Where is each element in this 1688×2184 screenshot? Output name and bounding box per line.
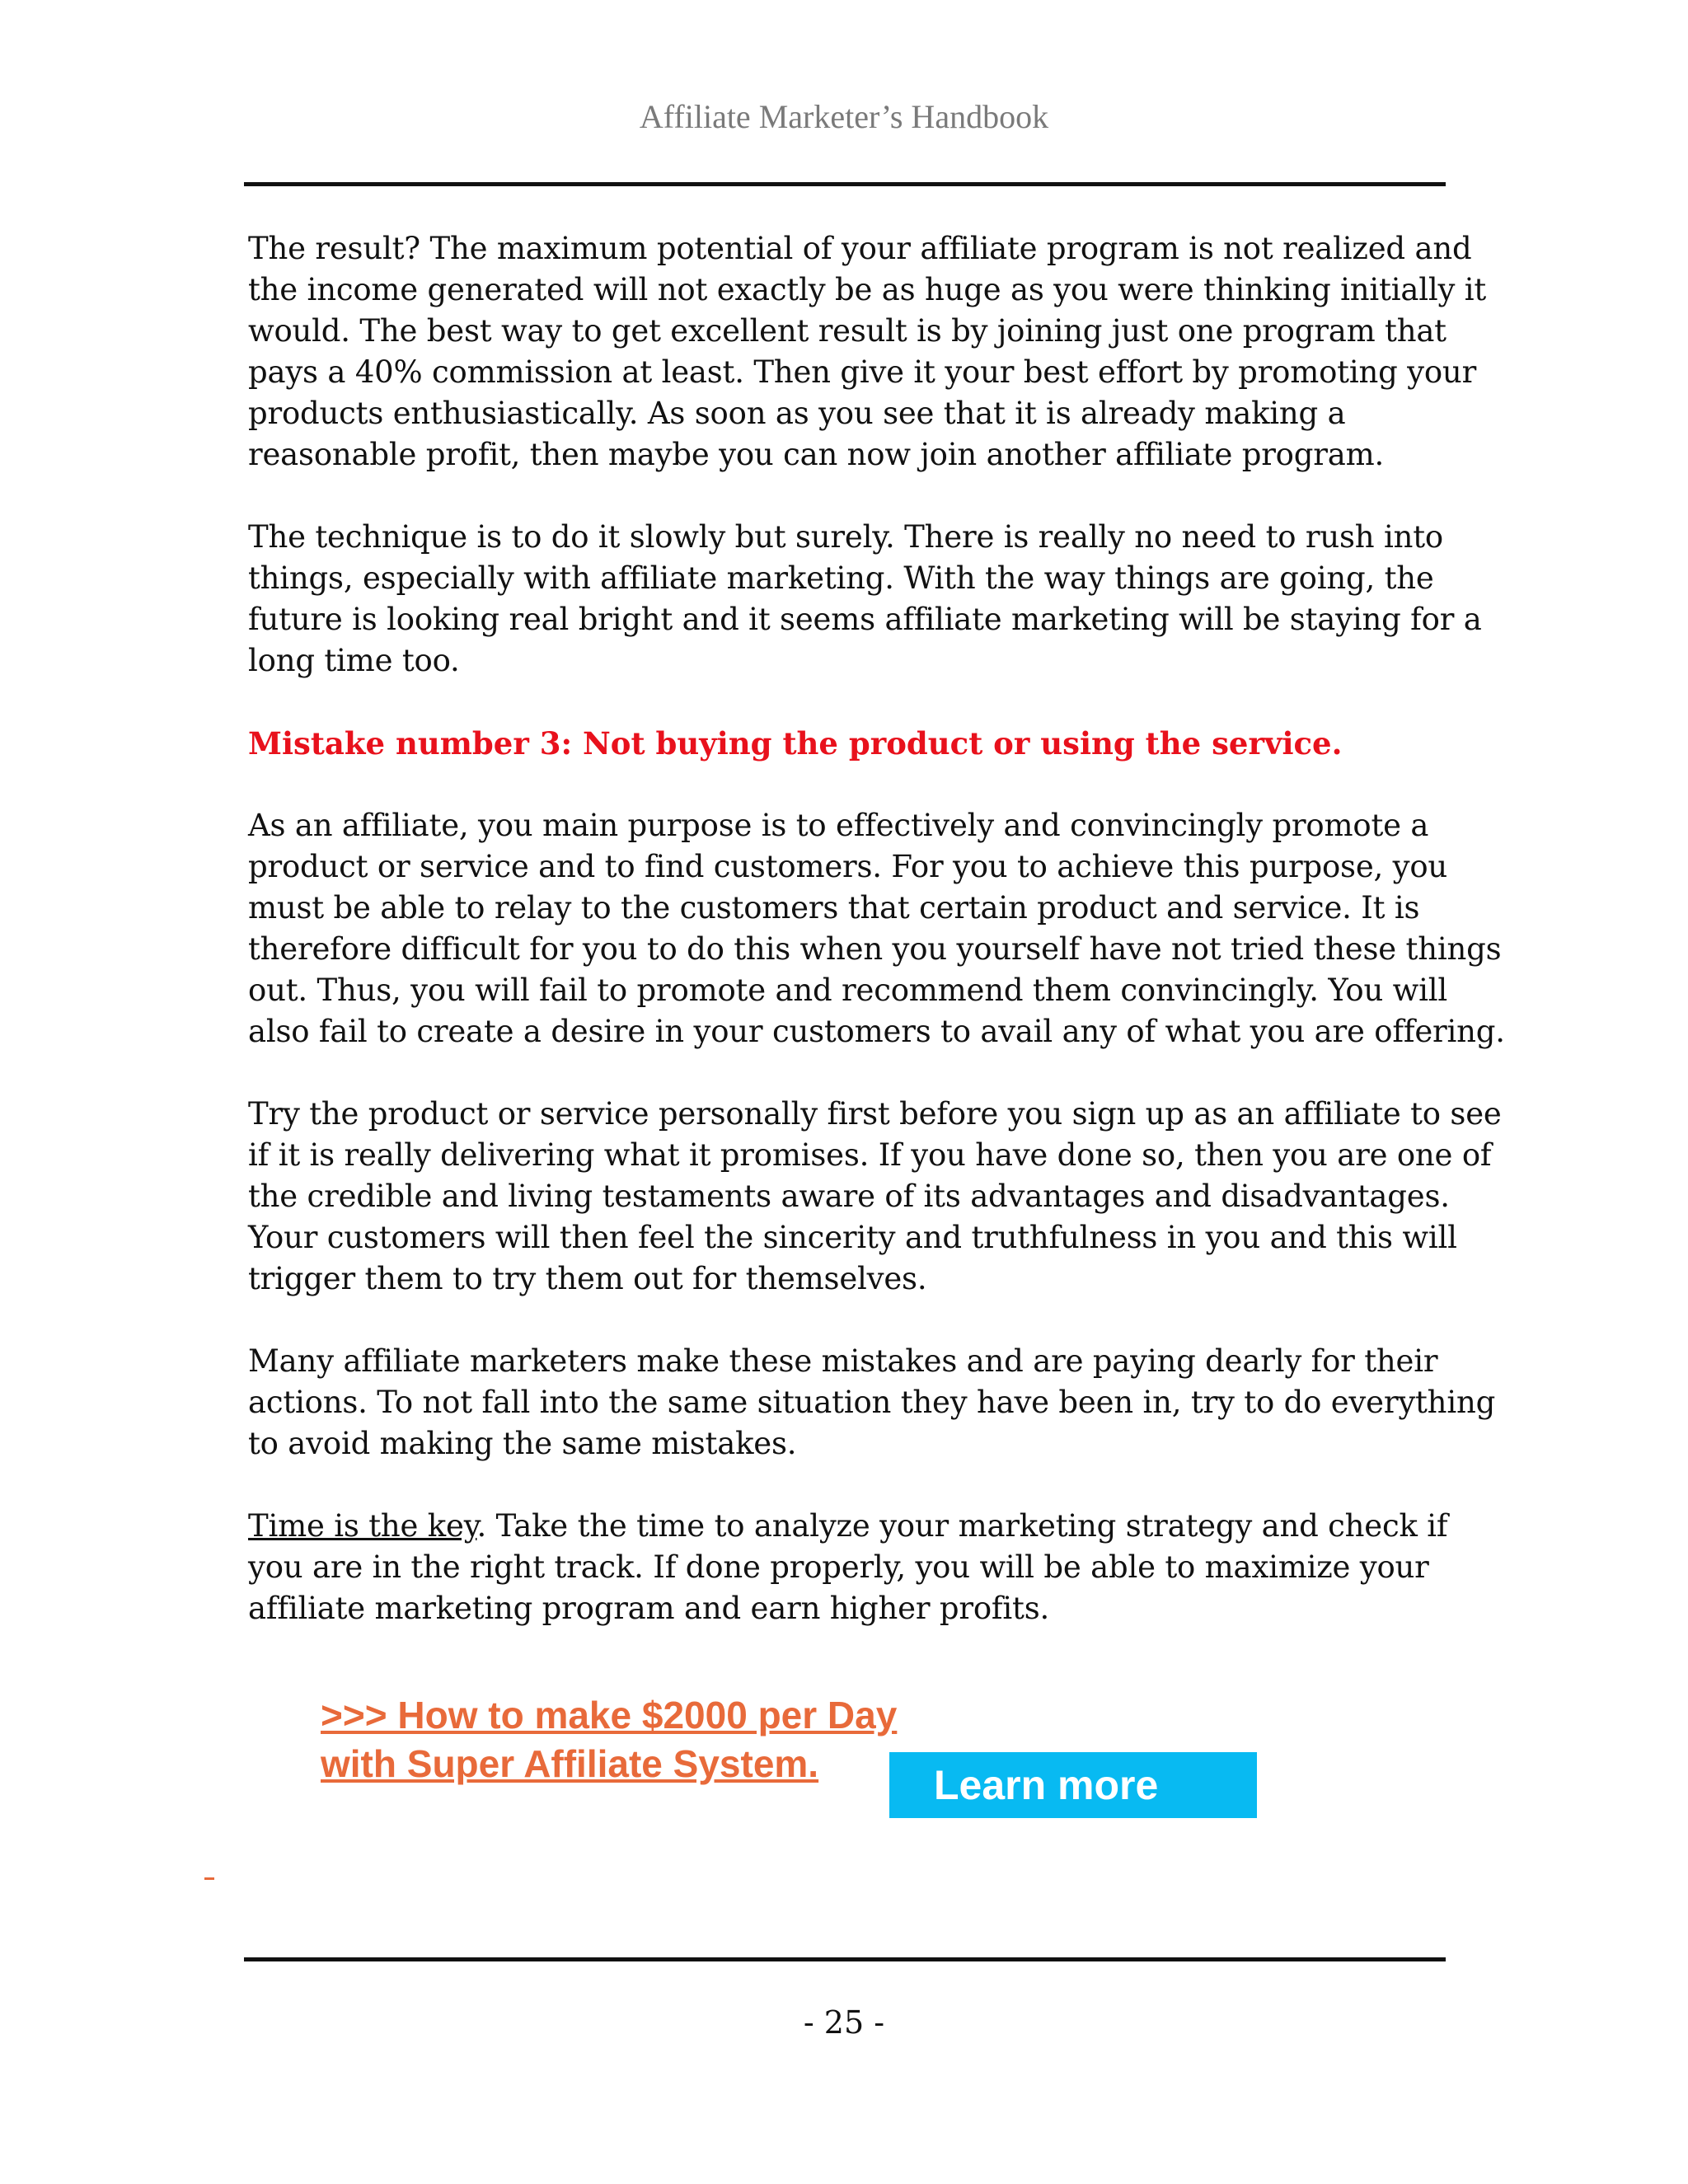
text-line: product or service and to find customers. For you to achieve this purpose, you <box>248 849 1448 884</box>
page-number: - 25 - <box>803 2004 885 2041</box>
paragraph-many-marketers <box>248 1341 1496 1465</box>
text-line: to avoid making the same mistakes. <box>248 1426 797 1461</box>
text-line: Try the product or service personally first before you sign up as an affiliate to see <box>248 1096 1502 1132</box>
section-heading: Mistake number 3: Not buying the product or using the service. <box>248 725 1343 762</box>
text-line: you are in the right track. If done properly, you will be able to maximize your <box>248 1549 1429 1585</box>
paragraph-technique <box>248 517 1482 682</box>
paragraph-affiliate-purpose <box>248 805 1505 1052</box>
promo-link[interactable] <box>321 1691 897 1788</box>
footer-rule <box>244 1957 1446 1961</box>
paragraph-result <box>248 228 1487 476</box>
text-line: things, especially with affiliate marketing. With the way things are going, the <box>248 560 1434 596</box>
text-line: As an affiliate, you main purpose is to effectively and convincingly promote a <box>248 808 1429 843</box>
text-line: would. The best way to get excellent result is by joining just one program that <box>248 313 1447 349</box>
text-line: trigger them to try them out for themselves. <box>248 1261 927 1296</box>
text-line: must be able to relay to the customers that certain product and service. It is <box>248 890 1420 926</box>
text-line: the credible and living testaments aware of its advantages and disadvantages. <box>248 1179 1450 1214</box>
text-run: . Take the time to analyze your marketing strategy and check if <box>476 1508 1448 1544</box>
text-line: Your customers will then feel the sincerity and truthfulness in you and this will <box>248 1220 1457 1255</box>
header-rule <box>244 182 1446 186</box>
page-body <box>248 228 1505 1671</box>
text-line: The result? The maximum potential of your affiliate program is not realized and <box>248 231 1472 266</box>
underlined-phrase: Time is the key <box>248 1508 477 1544</box>
paragraph-try-product <box>248 1094 1502 1300</box>
learn-more-button[interactable]: Learn more <box>889 1752 1257 1818</box>
text-line: long time too. <box>248 643 460 678</box>
text-line: reasonable profit, then maybe you can now join another affiliate program. <box>248 437 1385 472</box>
text-line: also fail to create a desire in your customers to avail any of what you are offering. <box>248 1014 1505 1049</box>
promo-link-line[interactable]: >>> How to make $2000 per Day <box>321 1694 898 1736</box>
text-line <box>248 1506 1460 1547</box>
promo-link-line[interactable]: with Super Affiliate System. <box>321 1742 819 1785</box>
text-line: future is looking real bright and it seems affiliate marketing will be staying for a <box>248 602 1482 637</box>
text-line: products enthusiastically. As soon as you see that it is already making a <box>248 396 1346 431</box>
text-line: out. Thus, you will fail to promote and recommend them convincingly. You will <box>248 972 1448 1008</box>
stray-link-mark <box>204 1877 214 1880</box>
text-line: the income generated will not exactly be as huge as you were thinking initially it <box>248 272 1487 307</box>
running-header: Affiliate Marketer’s Handbook <box>639 98 1049 135</box>
text-line: affiliate marketing program and earn higher profits. <box>248 1591 1050 1626</box>
text-line: pays a 40% commission at least. Then give it your best effort by promoting your <box>248 354 1477 390</box>
text-line: actions. To not fall into the same situation they have been in, try to do everything <box>248 1385 1496 1420</box>
text-line: The technique is to do it slowly but surely. There is really no need to rush into <box>248 519 1443 555</box>
text-line: if it is really delivering what it promises. If you have done so, then you are one of <box>248 1137 1492 1173</box>
paragraph-time-is-key <box>248 1506 1460 1629</box>
text-line: therefore difficult for you to do this when you yourself have not tried these things <box>248 931 1502 967</box>
text-line: Many affiliate marketers make these mistakes and are paying dearly for their <box>248 1343 1438 1379</box>
